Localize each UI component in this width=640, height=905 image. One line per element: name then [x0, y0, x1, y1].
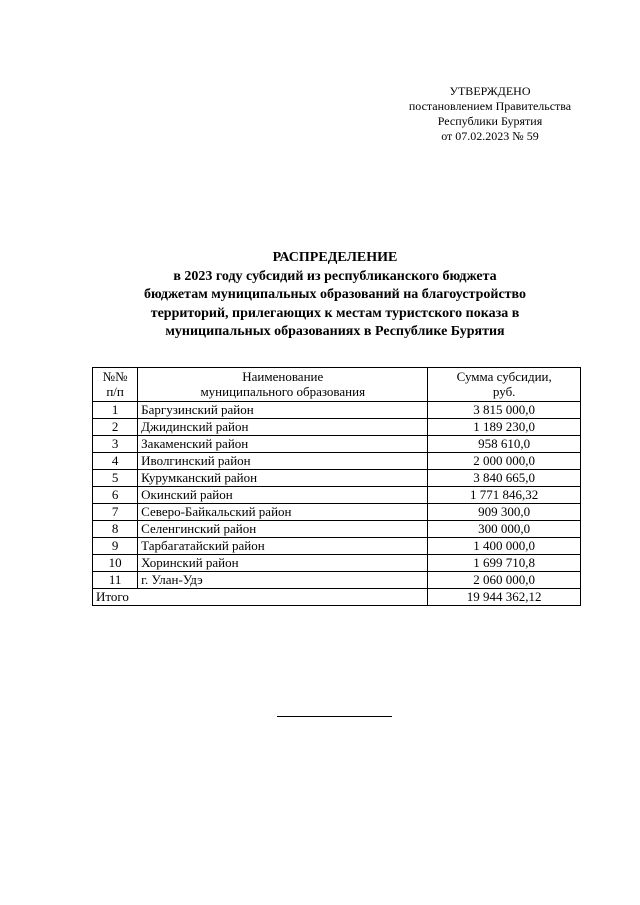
row-sum: 3 815 000,0	[428, 402, 581, 419]
table-row	[93, 555, 581, 572]
table-row	[93, 572, 581, 589]
row-number: 10	[93, 555, 138, 572]
row-municipality: Тарбагатайский район	[138, 538, 428, 555]
row-municipality: Окинский район	[138, 487, 428, 504]
header-name-line-1: Наименование	[242, 369, 324, 384]
row-sum: 2 000 000,0	[428, 453, 581, 470]
heading-line-5: муниципальных образованиях в Республике Бурятия	[165, 324, 505, 339]
row-municipality: Хоринский район	[138, 555, 428, 572]
row-municipality: Курумканский район	[138, 470, 428, 487]
row-number: 1	[93, 402, 138, 419]
header-name	[138, 368, 428, 402]
row-municipality: Закаменский район	[138, 436, 428, 453]
row-number: 5	[93, 470, 138, 487]
table-row	[93, 521, 581, 538]
table-row	[93, 419, 581, 436]
header-number-line-1: №№	[102, 369, 128, 384]
approval-title: УТВЕРЖДЕНО	[449, 84, 531, 98]
row-municipality: Иволгинский район	[138, 453, 428, 470]
header-number	[93, 368, 138, 402]
row-sum: 1 189 230,0	[428, 419, 581, 436]
table-row	[93, 402, 581, 419]
heading-line-4: территорий, прилегающих к местам туристского показа в	[150, 305, 520, 321]
header-sum-line-1: Сумма субсидии,	[456, 369, 552, 384]
table-row	[93, 436, 581, 453]
distribution-table	[92, 367, 581, 606]
row-municipality: г. Улан-Удэ	[138, 572, 428, 589]
row-municipality: Баргузинский район	[138, 402, 428, 419]
heading-title: РАСПРЕДЕЛЕНИЕ	[272, 250, 398, 265]
row-number: 4	[93, 453, 138, 470]
row-number: 3	[93, 436, 138, 453]
table-header	[93, 368, 581, 402]
row-number: 11	[93, 572, 138, 589]
total-row	[93, 589, 581, 606]
header-number-line-2: п/п	[106, 384, 124, 399]
table-row	[93, 504, 581, 521]
row-sum: 1 400 000,0	[428, 538, 581, 555]
row-sum: 909 300,0	[428, 504, 581, 521]
row-municipality: Селенгинский район	[138, 521, 428, 538]
row-sum: 1 699 710,8	[428, 555, 581, 572]
document-heading	[90, 249, 580, 342]
header-sum-line-2: руб.	[492, 384, 516, 399]
table-row	[93, 538, 581, 555]
row-sum: 1 771 846,32	[428, 487, 581, 504]
header-name-line-2: муниципального образования	[200, 384, 366, 399]
approval-decree: постановлением Правительства	[408, 99, 572, 113]
total-label: Итого	[93, 589, 428, 606]
row-sum: 958 610,0	[428, 436, 581, 453]
row-municipality: Джидинский район	[138, 419, 428, 436]
end-of-document-line	[277, 716, 392, 717]
row-number: 7	[93, 504, 138, 521]
table-row	[93, 453, 581, 470]
row-number: 9	[93, 538, 138, 555]
approval-date-number: от 07.02.2023 № 59	[441, 129, 539, 143]
table-row	[93, 470, 581, 487]
table-body	[93, 402, 581, 606]
row-number: 2	[93, 419, 138, 436]
row-sum: 300 000,0	[428, 521, 581, 538]
heading-line-3: бюджетам муниципальных образований на благоустройство	[143, 287, 527, 302]
approval-stamp	[395, 84, 585, 144]
row-number: 8	[93, 521, 138, 538]
header-row	[93, 368, 581, 402]
row-number: 6	[93, 487, 138, 504]
row-sum: 3 840 665,0	[428, 470, 581, 487]
total-sum: 19 944 362,12	[428, 589, 581, 606]
header-sum	[428, 368, 581, 402]
table-row	[93, 487, 581, 504]
row-municipality: Северо-Байкальский район	[138, 504, 428, 521]
row-sum: 2 060 000,0	[428, 572, 581, 589]
approval-authority: Республики Бурятия	[437, 114, 543, 128]
heading-line-2: в 2023 году субсидий из республиканского бюджета	[173, 268, 497, 284]
